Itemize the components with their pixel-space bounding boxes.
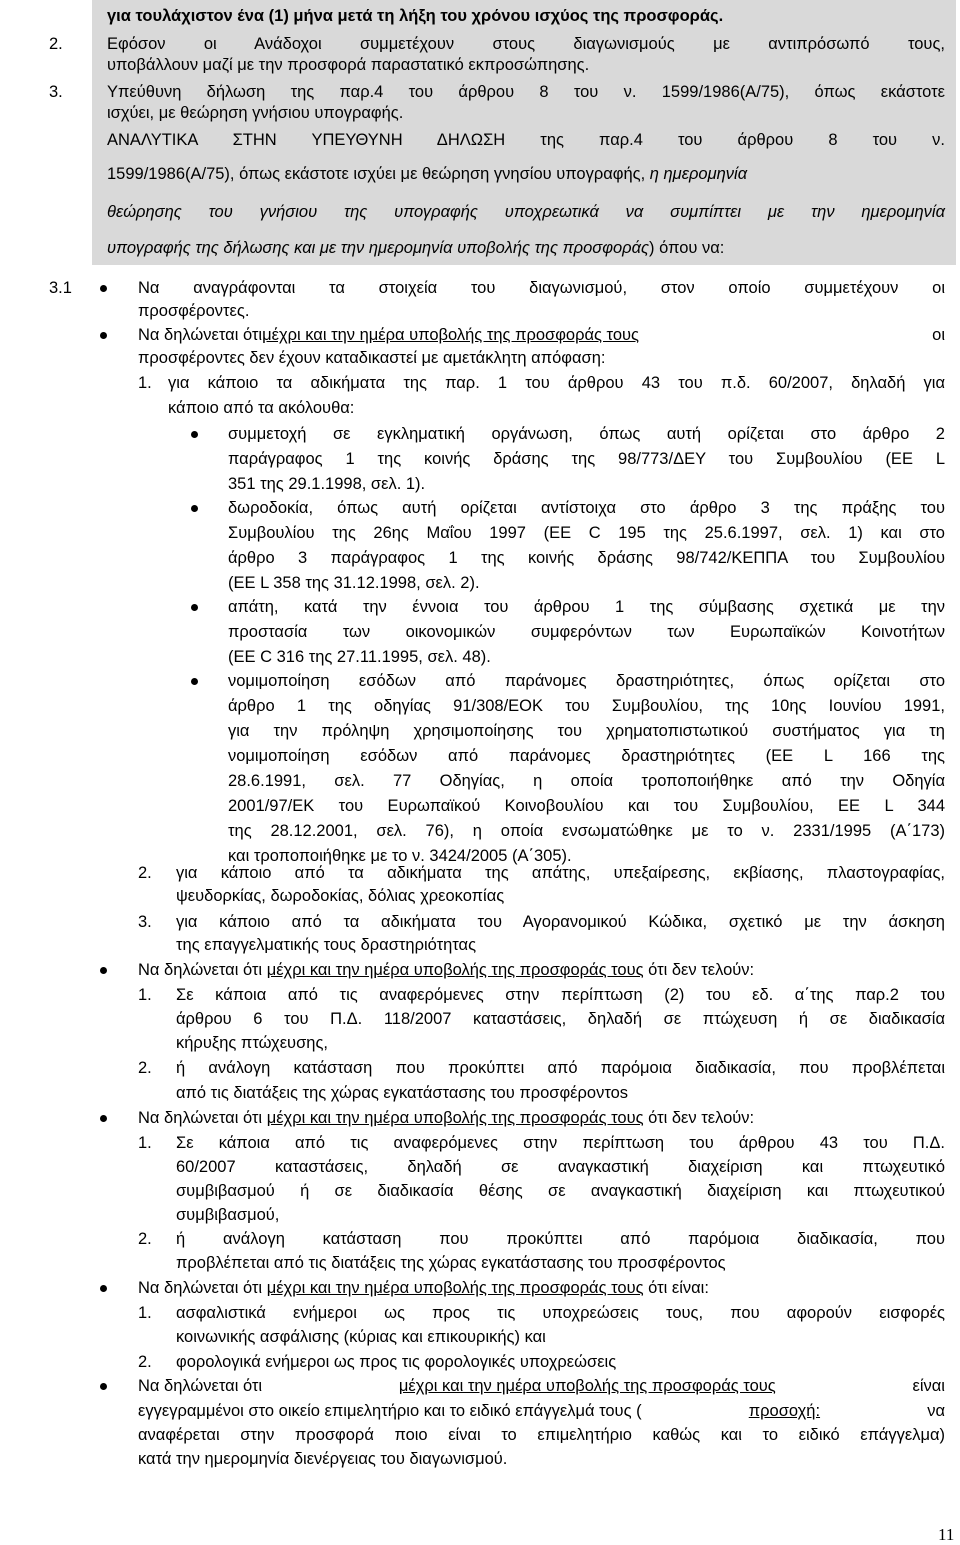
- s4-line-1: νομιμοποίηση εσόδων από παράνομες δραστηριότητες, όπως ορίζεται στο: [228, 672, 945, 690]
- n2-line-1: για κάποιο από τα αδικήματα της απάτης, υπεξαίρεσης, εκβίασης, πλαστογραφίας,: [176, 864, 945, 882]
- item-3-line-2: ισχύει, με θεώρηση γνήσιου υπογραφής.: [107, 104, 404, 122]
- bullet: [100, 285, 107, 292]
- bullet: [100, 1383, 107, 1390]
- b6-line-1: Να δηλώνεται ότι μέχρι και την ημέρα υποβολής της προσφοράς τους είναι: [138, 1377, 945, 1395]
- s4-line-3: για την πρόληψη χρησιμοποίησης του χρηματοπιστωτικού συστήματος για τη: [228, 722, 945, 740]
- s4-line-7: της 28.12.2001, σελ. 76), η οποία ενσωματώθηκε με το ν. 2331/1995 (Α΄173): [228, 822, 945, 840]
- b3n2-line-1: ή ανάλογη κατάσταση που προκύπτει από παρόμοια διαδικασία, που προβλέπεται: [176, 1059, 945, 1077]
- b4n1-line-4: συμβιβασμού,: [176, 1206, 280, 1224]
- s4-line-5: 28.6.1991, σελ. 77 Οδηγίας, η οποία τροποποιήθηκε από την Οδηγία: [228, 772, 945, 790]
- s3-line-2: προστασία των οικονομικών συμφερόντων των Ευρωπαϊκών Κοινοτήτων: [228, 623, 945, 641]
- page-number: 11: [938, 1525, 955, 1544]
- b4n1-line-2: 60/2007 καταστάσεις, δηλαδή σε αναγκαστική διαχείριση και πτωχευτικό: [176, 1158, 945, 1176]
- b3n2-number: 2.: [138, 1059, 152, 1077]
- bullet: [191, 431, 198, 438]
- b3n1-line-3: κήρυξης πτώχευσης,: [176, 1034, 328, 1052]
- header-line-1: για τουλάχιστον ένα (1) μήνα μετά τη λήξη του χρόνου ισχύος της προσφοράς.: [107, 7, 724, 25]
- bullet: [191, 604, 198, 611]
- s2-line-3: άρθρο 3 παράγραφος 1 της κοινής δράσης 98/742/ΚΕΠΠΑ του Συμβουλίου: [228, 549, 945, 567]
- item-3-line-6: υπογραφής της δήλωσης και με την ημερομηνία υποβολής της προσφοράς) όπου να:: [107, 239, 725, 257]
- s3-line-3: (ΕΕ C 316 της 27.11.1995, σελ. 48).: [228, 648, 491, 666]
- b5-line: Να δηλώνεται ότι μέχρι και την ημέρα υποβολής της προσφοράς τους ότι είναι:: [138, 1279, 709, 1297]
- b3n2-line-2: από τις διατάξεις της χώρας εγκατάστασης του προσφέροντοs: [176, 1084, 629, 1102]
- item-3-line-1: Υπεύθυνη δήλωση της παρ.4 του άρθρου 8 του ν. 1599/1986(Α/75), όπως εκάστοτε: [107, 83, 945, 101]
- b3n1-line-1: Σε κάποια από τις αναφερόμενες στην περίπτωση (2) του εδ. α΄της παρ.2 του: [176, 986, 945, 1004]
- b4n1-number: 1.: [138, 1134, 152, 1152]
- s2-line-1: δωροδοκία, όπως αυτή ορίζεται αντίστοιχα στο άρθρο 3 της πράξης του: [228, 499, 945, 517]
- item-2-line-1: Εφόσον οι Ανάδοχοι συμμετέχουν στους διαγωνισμούς με αντιπρόσωπό τους,: [107, 35, 945, 53]
- n1-number: 1.: [138, 374, 152, 392]
- n2-line-2: ψευδορκίας, δωροδοκίας, δόλιας χρεοκοπίας: [176, 887, 505, 905]
- b1-line-2: προσφέροντες.: [138, 302, 250, 320]
- s4-line-6: 2001/97/ΕΚ του Ευρωπαϊκού Κοινοβουλίου και του Συμβουλίου, ΕΕ L 344: [228, 797, 945, 815]
- b5n2-line-1: φορολογικά ενήμεροι ως προς τις φορολογικές υποχρεώσεις: [176, 1353, 617, 1371]
- s1-line-1: συμμετοχή σε εγκληματική οργάνωση, όπως αυτή ορίζεται στο άρθρο 2: [228, 425, 945, 443]
- item-2-line-2: υποβάλλουν μαζί με την προσφορά παραστατικό εκπροσώπησης.: [107, 56, 590, 74]
- b3n1-number: 1.: [138, 986, 152, 1004]
- b6-line-4: κατά την ημερομηνία διενέργειας του διαγωνισμού.: [138, 1450, 508, 1468]
- n1-line-1: για κάποιο τα αδικήματα της παρ. 1 του άρθρου 43 του π.δ. 60/2007, δηλαδή για: [168, 374, 945, 392]
- b2-line-2: προσφέροντες δεν έχουν καταδικαστεί με αμετάκλητη απόφαση:: [138, 349, 606, 367]
- b6-line-3: αναφέρεται στην προσφορά ποιο είναι το επιμελητήριο καθώς και το ειδικό επάγγελμα): [138, 1426, 945, 1444]
- section-number: 3.1: [49, 279, 72, 297]
- item-3-number: 3.: [49, 83, 63, 101]
- bullet: [191, 678, 198, 685]
- s2-line-4: (ΕΕ L 358 της 31.12.1998, σελ. 2).: [228, 574, 480, 592]
- n3-number: 3.: [138, 913, 152, 931]
- bullet: [191, 505, 198, 512]
- b4n2-line-2: προβλέπεται από τις διατάξεις της χώρας εγκατάστασης του προσφέροντος: [176, 1254, 726, 1272]
- b5n1-number: 1.: [138, 1304, 152, 1322]
- b4n1-line-3: συμβιβασμού ή σε διαδικασία θέσης σε αναγκαστική διαχείριση και πτωχευτικού: [176, 1182, 945, 1200]
- b5n1-line-2: κοινωνικής ασφάλισης (κύριας και επικουρικής) και: [176, 1328, 546, 1346]
- b2-line-1: Να δηλώνεται ότι μέχρι και την ημέρα υποβολής της προσφοράς τους οι: [138, 326, 945, 344]
- item-3-line-4: 1599/1986(Α/75), όπως εκάστοτε ισχύει με θεώρηση γνησίου υπογραφής, η ημερομηνία: [107, 165, 748, 183]
- s4-line-2: άρθρο 1 της οδηγίας 91/308/ΕΟΚ του Συμβουλίου, της 10ης Ιουνίου 1991,: [228, 697, 945, 715]
- item-3-line-5: θεώρησης του γνήσιου της υπογραφής υποχρεωτικά να συμπίπτει με την ημερομηνία: [107, 203, 945, 221]
- n3-line-2: της επαγγελματικής τους δραστηριότητας: [176, 936, 477, 954]
- b5n2-number: 2.: [138, 1353, 152, 1371]
- item-3-line-3: ΑΝΑΛΥΤΙΚΑ ΣΤΗΝ ΥΠΕΥΘΥΝΗ ΔΗΛΩΣΗ της παρ.4 του άρθρου 8 του ν.: [107, 131, 945, 149]
- b3-line: Να δηλώνεται ότι μέχρι και την ημέρα υποβολής της προσφοράς τους ότι δεν τελούν:: [138, 961, 755, 979]
- n3-line-1: για κάποιο από τα αδικήματα του Αγορανομικού Κώδικα, σχετικό με την άσκηση: [176, 913, 945, 931]
- s4-line-8: και τροποποιήθηκε με το ν. 3424/2005 (Α΄305).: [228, 847, 572, 865]
- b1-line-1: Να αναγράφονται τα στοιχεία του διαγωνισμού, στον οποίο συμμετέχουν οι: [138, 279, 945, 297]
- b3n1-line-2: άρθρου 6 του Π.Δ. 118/2007 καταστάσεις, δηλαδή σε πτώχευση ή σε διαδικασία: [176, 1010, 945, 1028]
- bullet: [100, 1115, 107, 1122]
- s3-line-1: απάτη, κατά την έννοια του άρθρου 1 της σύμβασης σχετικά με την: [228, 598, 945, 616]
- item-2-number: 2.: [49, 35, 63, 53]
- bullet: [100, 967, 107, 974]
- b5n1-line-1: ασφαλιστικά ενήμεροι ως προς τις υποχρεώσεις τους, που αφορούν εισφορές: [176, 1304, 945, 1322]
- b4n1-line-1: Σε κάποια από τις αναφερόμενες στην περίπτωση του άρθρου 43 του Π.Δ.: [176, 1134, 945, 1152]
- b4-line: Να δηλώνεται ότι μέχρι και την ημέρα υποβολής της προσφοράς τους ότι δεν τελούν:: [138, 1109, 755, 1127]
- s2-line-2: Συμβουλίου της 26ης Μαΐου 1997 (ΕΕ C 195 της 25.6.1997, σελ. 1) και στο: [228, 524, 945, 542]
- bullet: [100, 332, 107, 339]
- s1-line-2: παράγραφος 1 της κοινής δράσης της 98/773/ΔΕΥ του Συμβουλίου (ΕΕ L: [228, 450, 945, 468]
- b4n2-number: 2.: [138, 1230, 152, 1248]
- bullet: [100, 1285, 107, 1292]
- n1-line-2: κάποιο από τα ακόλουθα:: [168, 399, 355, 417]
- b6-line-2: εγγεγραμμένοι στο οικείο επιμελητήριο και το ειδικό επάγγελμά τους ( προσοχή: να: [138, 1402, 945, 1420]
- b4n2-line-1: ή ανάλογη κατάσταση που προκύπτει από παρόμοια διαδικασία, που: [176, 1230, 945, 1248]
- s4-line-4: νομιμοποίηση εσόδων από παράνομες δραστηριότητες (ΕΕ L 166 της: [228, 747, 945, 765]
- s1-line-3: 351 της 29.1.1998, σελ. 1).: [228, 475, 426, 493]
- n2-number: 2.: [138, 864, 152, 882]
